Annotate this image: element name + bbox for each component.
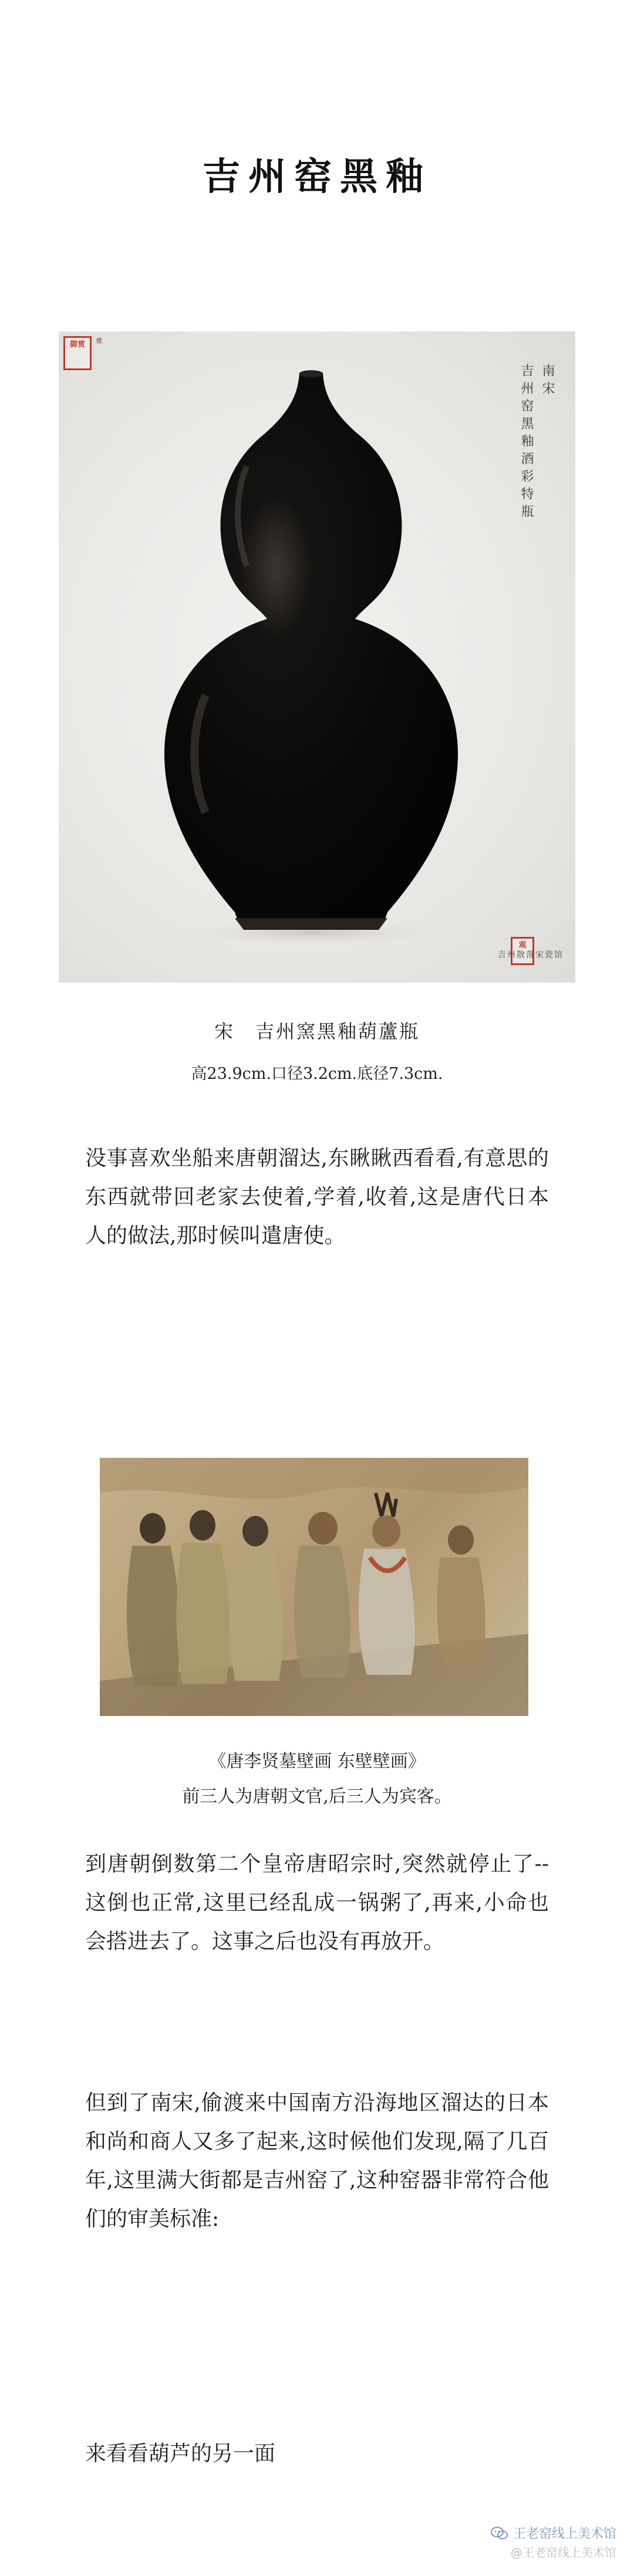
gourd-vase-illustration (59, 331, 575, 983)
wechat-icon (491, 2526, 508, 2540)
paragraph-3: 但到了南宋,偷渡来中国南方沿海地区溜达的日本和尚和商人又多了起来,这时候他们发现,隔了几百年,这里满大街都是吉州窑了,这种窑器非常符合他们的审美标准: (85, 2091, 549, 2231)
vertical-caption-line-1: 南宋 (540, 364, 555, 399)
vertical-caption-line-2: 吉州窑黑釉酒彩特瓶 (519, 364, 534, 522)
small-seal-text: 雅 (95, 337, 103, 344)
photo-credit: 吉州散落宋瓷馆 (498, 950, 564, 960)
weibo-watermark: @王老窑线上美术馆 (511, 2545, 616, 2560)
mural-caption-note: 前三人为唐朝文官,后三人为宾客。 (182, 1786, 452, 1807)
wechat-watermark (491, 2524, 616, 2542)
paragraph-4: 来看看葫芦的另一面 (85, 2442, 276, 2466)
collector-seal-top-left: 御赏 (63, 336, 92, 370)
paragraph-1: 没事喜欢坐船来唐朝溜达,东瞅瞅西看看,有意思的东西就带回老家去使着,学着,收着,这是唐代日本人的做法,那时候叫遣唐使。 (85, 1146, 549, 1248)
vertical-caption (515, 364, 558, 522)
mural-illustration (100, 1458, 528, 1716)
watermark-text: 王老窑线上美术馆 (512, 2527, 616, 2541)
page-title: 吉州窑黑釉 (203, 155, 431, 199)
collector-seal-bottom-right: 观 (511, 937, 534, 965)
mural-caption-title: 《唐李贤墓壁画 东壁壁画》 (208, 1751, 426, 1772)
vase-caption: 宋 吉州窯黑釉葫蘆瓶 (214, 1020, 420, 1042)
vase-photo (59, 331, 575, 983)
mural-photo (100, 1458, 528, 1716)
paragraph-2: 到唐朝倒数第二个皇帝唐昭宗时,突然就停止了--这倒也正常,这里已经乱成一锅粥了,再来,小命也会搭进去了。这事之后也没有再放开。 (85, 1852, 549, 1954)
vase-dimensions: 高23.9cm.口径3.2cm.底径7.3cm. (191, 1065, 443, 1083)
